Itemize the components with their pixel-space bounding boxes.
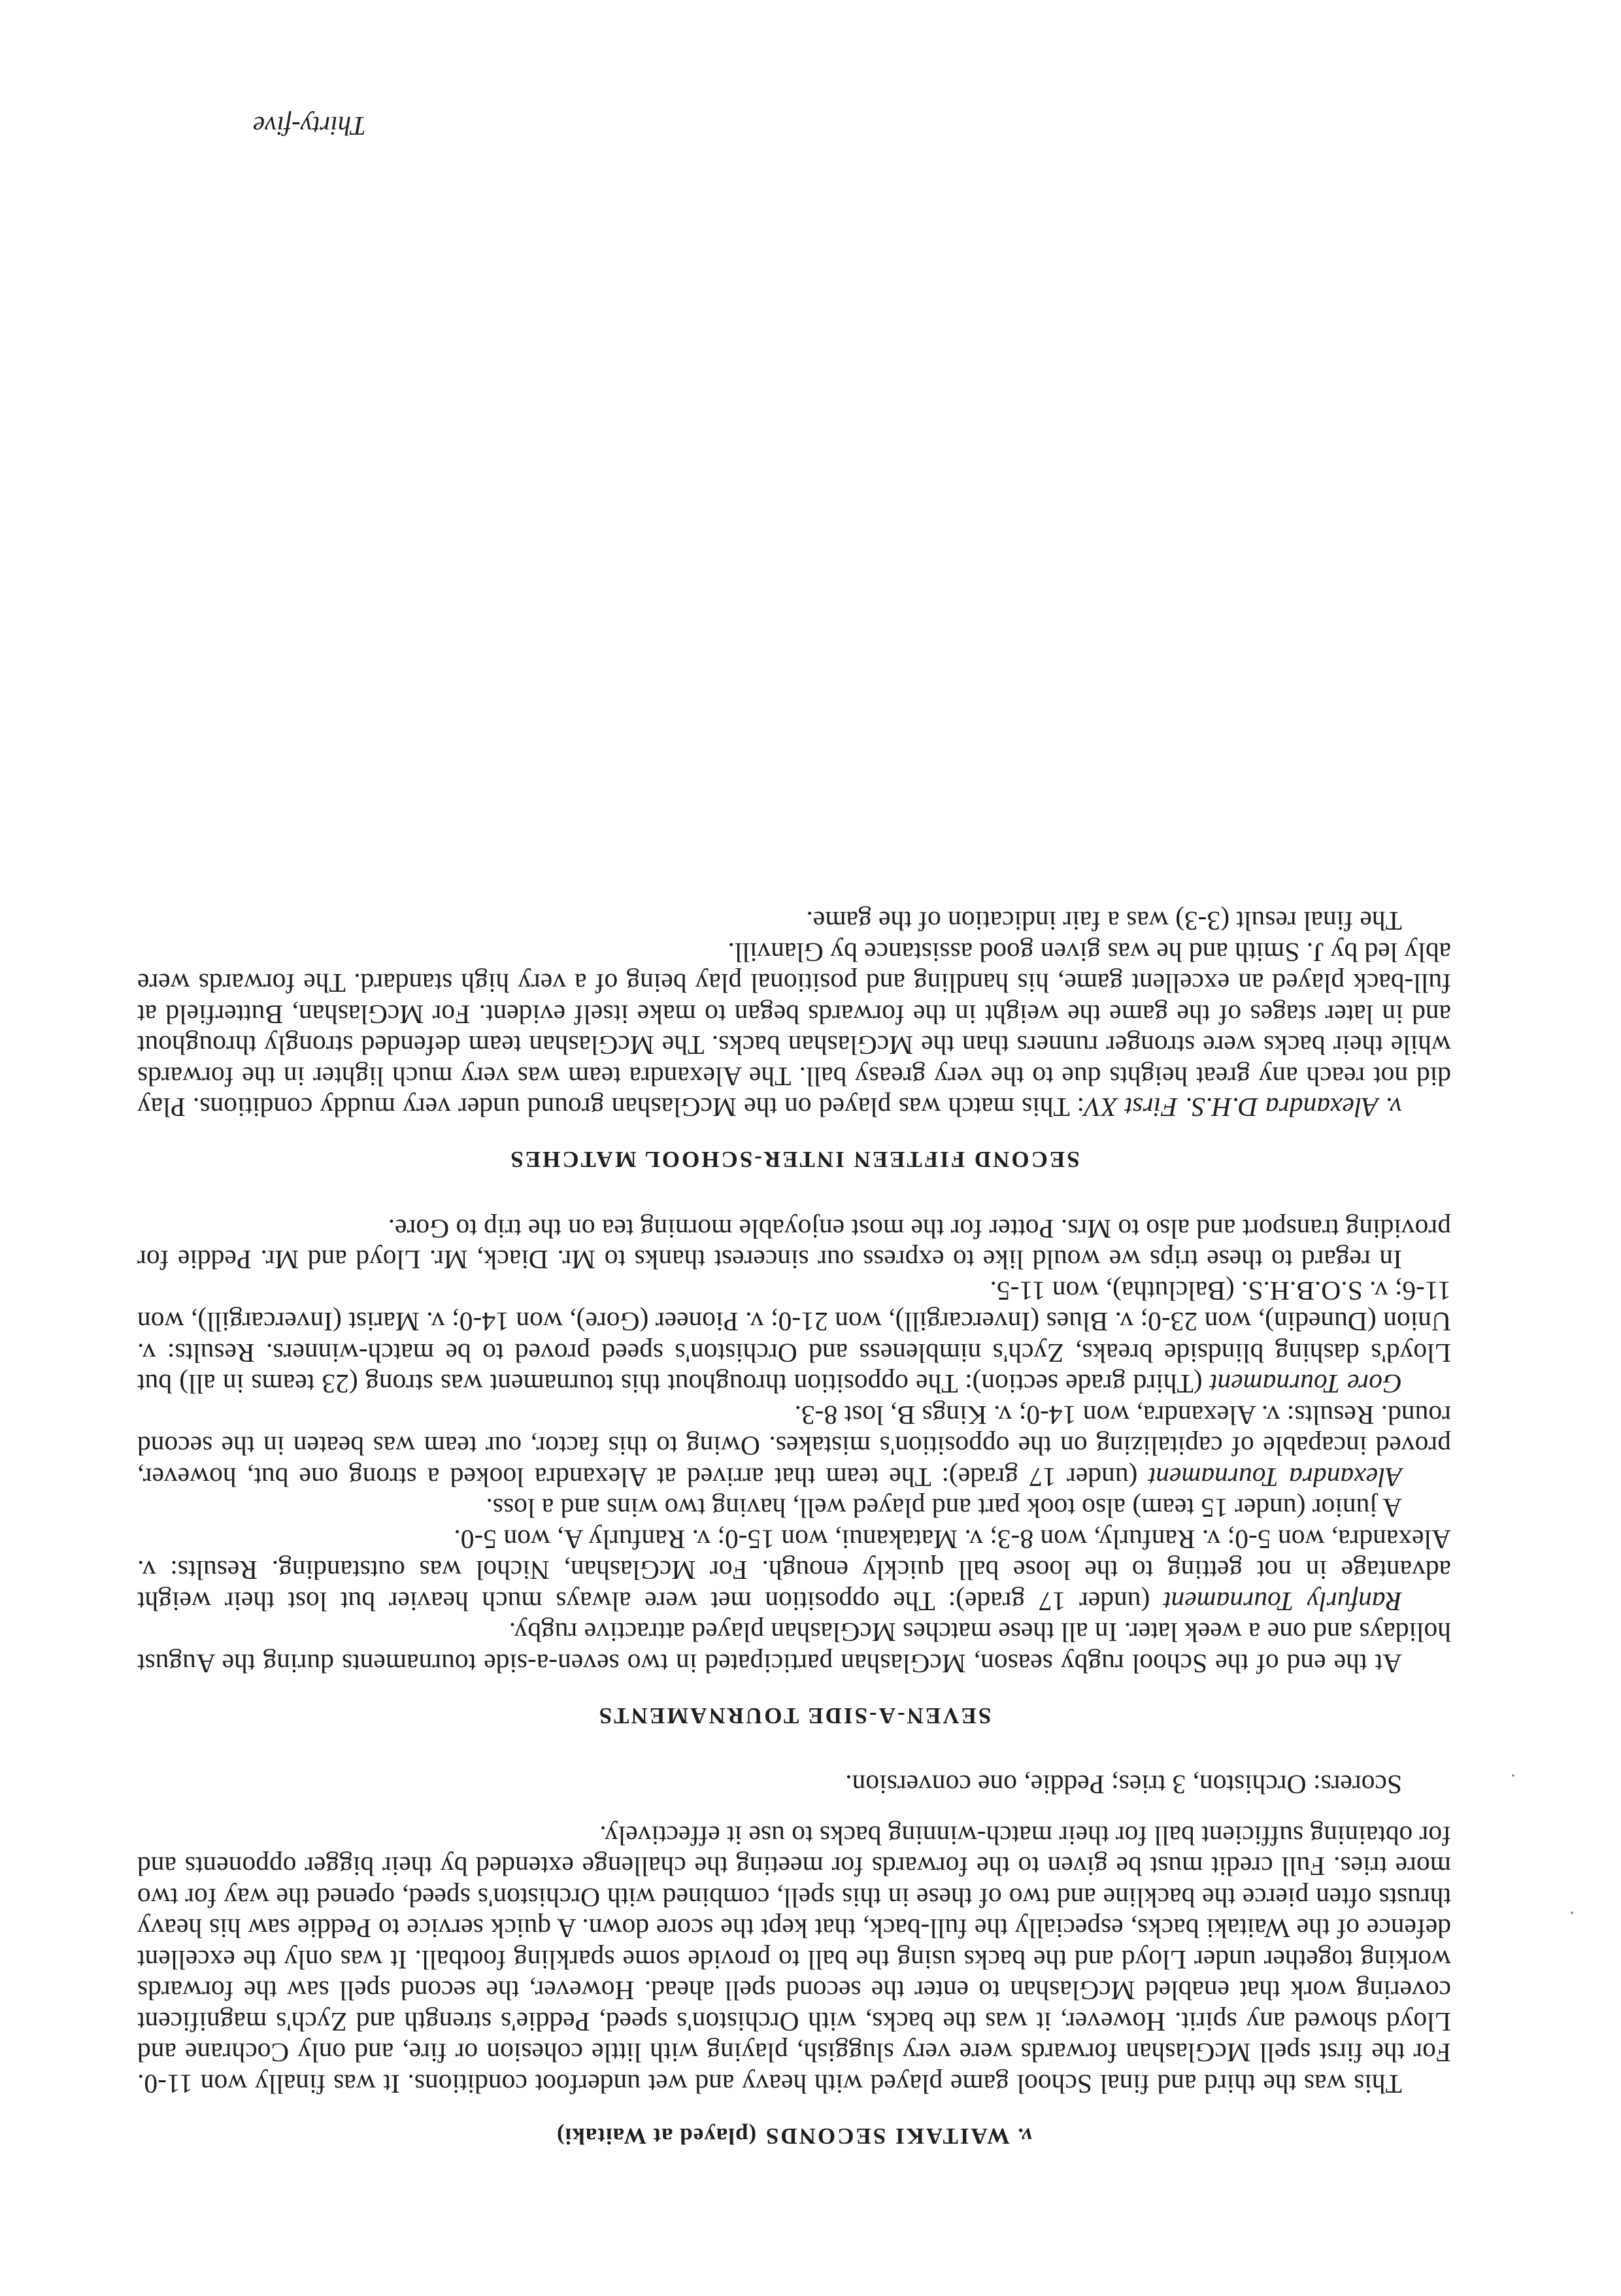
alexandra-dhs-match-title: v. Alexandra D.H.S. First XV bbox=[1084, 1092, 1402, 1123]
ranfurly-tournament-title: Ranfurly Tournament bbox=[1163, 1587, 1402, 1617]
section-heading-seven-a-side: SEVEN-A-SIDE TOURNAMENTS bbox=[597, 1703, 992, 1729]
alexandra-dhs-match-text: : This match was played on the McGlashan ground under very muddy conditions. Play did not reach any great heights due to the very greasy ball. The Alexandra team was very much lighter in the forwards while their backs were stronger runners than the McGlashan backs. The McGlashan team defended strongly throughout and in later stages of the game the weight in the forwards began to make itself evident. For McGlashan, Butterfield at full-back played an excellent game, his handling and positional play being of a very high standard. The forwards were ably led by J. Smith and he was given good assistance by Glanvill. bbox=[137, 937, 1451, 1123]
alexandra-tournament-text: (under 17 grade): The team that arrived at Alexandra looked a strong one but, however, proved incapable of capitalizing on the opposition's mistakes. Owing to this factor, our team was beaten in the second round. Results: v. Alexandra, won 14-0; v. Kings B, lost 8-3. bbox=[137, 1400, 1451, 1493]
section-heading-waitaki-seconds bbox=[137, 2123, 1451, 2149]
page-number: Thirty-five bbox=[252, 111, 366, 141]
final-result-paragraph: The final result (3-3) was a fair indication of the game. bbox=[806, 906, 1402, 937]
heading-text: WAITAKI SECONDS bbox=[763, 2123, 1010, 2149]
gore-tournament-text: (Third grade section): The opposition throughout this tournament was strong (23 teams in all) but Lloyd's dashing blindside breaks, Zych's nimbleness and Orchiston's speed proved to be match-winners. Results: v. Union (Dunedin), won 23-0; v. Blues (Invercargill), won 21-0; v. Pioneer (Gore), won 14-0; v. Marist (Invercargill), won 11-6; v. S.O.B.H.S. (Balclutha), won 11-5. bbox=[137, 1276, 1451, 1400]
waitaki-scorers: Scorers: Orchiston, 3 tries; Peddie, one conversion. bbox=[845, 1770, 1402, 1800]
junior-team-report: A junior (under 15 team) also took part and played well, having two wins and a loss. bbox=[486, 1493, 1402, 1524]
alexandra-tournament-title: Alexandra Tournament bbox=[1148, 1462, 1402, 1493]
gore-tournament-report bbox=[137, 1275, 1451, 1400]
alexandra-tournament-report bbox=[137, 1400, 1451, 1493]
page-content bbox=[137, 905, 1451, 2149]
heading-suffix: (played at Waitaki) bbox=[556, 2123, 757, 2149]
thanks-paragraph: In regard to these trips we would like to express our sincerest thanks to Mr. Diack, Mr. Lloyd and Mr. Peddie for providing transport and also to Mrs. Potter for the most enjoyable morning tea on the trip to Gore. bbox=[137, 1214, 1451, 1275]
alexandra-dhs-match-report bbox=[137, 937, 1451, 1123]
section-heading-second-fifteen: SECOND FIFTEEN INTER-SCHOOL MATCHES bbox=[509, 1147, 1080, 1173]
gore-tournament-title: Gore Tournament bbox=[1209, 1369, 1402, 1400]
waitaki-match-report: This was the third and final School game played with heavy and wet underfoot conditions. It was finally won 11-0. For the first spell McGlashan forwards were very sluggish, playing with little cohesion or fire, and only Cochrane and Lloyd showed any spirit. However, it was the backs, with Orchiston's speed, Peddie's strength and Zych's magnificent covering work that enabled McGlashan to enter the second spell ahead. However, the second spell saw the forwards working together under Lloyd and the backs using the ball to provide some sparkling football. It was only the excellent defence of the Waitaki backs, especially the full-back, that kept the score down. A quick service to Peddie saw his heavy thrusts often pierce the backline and two of these in this spell, combined with Orchiston's speed, opened the way for two more tries. Full credit must be given to the forwards for meeting the challenge extended by their bigger opponents and for obtaining sufficient ball for their match-winning backs to use it effectively. bbox=[137, 1821, 1451, 2099]
seven-a-side-intro: At the end of the School rugby season, McGlashan participated in two seven-a-side tournaments during the August holidays and one a week later. In all these matches McGlashan played attractive rugby. bbox=[137, 1617, 1451, 1679]
scan-speck: · bbox=[1569, 1902, 1575, 1923]
ranfurly-tournament-text: (under 17 grade): The opposition met were always much heavier but lost their weight advantage in not getting to the loose ball quickly enough. For McGlashan, Nichol was outstanding. Results: v. Alexandra, won 5-0; v. Ranfurly, won 8-3; v. Matakanui, won 15-0; v. Ranfurly A, won 5-0. bbox=[137, 1525, 1451, 1617]
ranfurly-tournament-report bbox=[137, 1524, 1451, 1617]
scan-speck: · bbox=[1510, 1764, 1516, 1786]
heading-prefix: v. bbox=[1017, 2123, 1033, 2149]
